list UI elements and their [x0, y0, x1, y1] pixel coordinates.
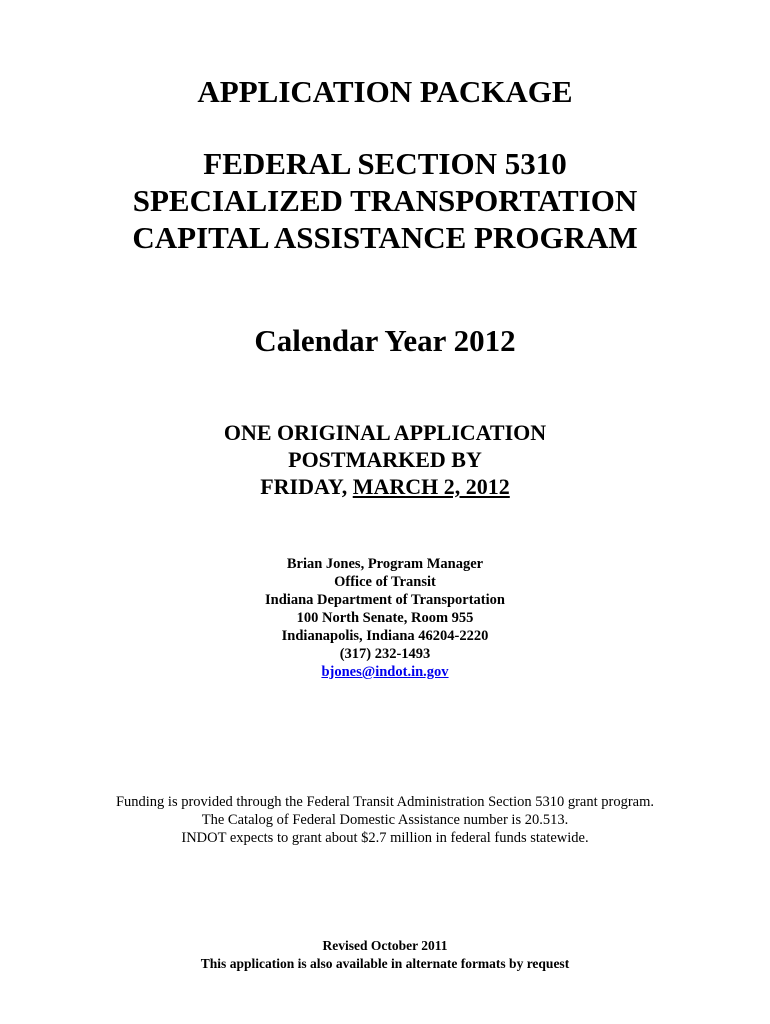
deadline-day: FRIDAY, [260, 474, 348, 499]
deadline-line-1: ONE ORIGINAL APPLICATION [223, 420, 547, 445]
revised-date: Revised October 2011 [322, 938, 448, 953]
program-title-line-3: CAPITAL ASSISTANCE PROGRAM [132, 220, 638, 255]
alternate-formats-note: This application is also available in alternate formats by request [200, 956, 570, 971]
funding-line-1: Funding is provided through the Federal Transit Administration Section 5310 grant program. [115, 794, 655, 810]
deadline-date: MARCH 2, 2012 [352, 474, 510, 499]
deadline-line-3 [0, 474, 770, 500]
contact-email-link[interactable]: bjones@indot.in.gov [321, 664, 449, 680]
program-title-line-2: SPECIALIZED TRANSPORTATION [132, 183, 638, 218]
contact-email-line [0, 664, 770, 681]
contact-office: Office of Transit [334, 574, 436, 590]
funding-line-3: INDOT expects to grant about $2.7 million in federal funds statewide. [181, 830, 589, 846]
contact-department: Indiana Department of Transportation [265, 592, 505, 608]
contact-street: 100 North Senate, Room 955 [296, 610, 474, 626]
deadline-line-2: POSTMARKED BY [288, 447, 482, 472]
calendar-year: Calendar Year 2012 [254, 323, 516, 358]
contact-name-title: Brian Jones, Program Manager [286, 556, 484, 572]
contact-phone: (317) 232-1493 [339, 646, 431, 662]
document-title: APPLICATION PACKAGE [197, 74, 573, 109]
program-title-line-1: FEDERAL SECTION 5310 [203, 146, 567, 181]
contact-city-state-zip: Indianapolis, Indiana 46204-2220 [281, 628, 489, 644]
funding-line-2: The Catalog of Federal Domestic Assistance number is 20.513. [201, 812, 569, 828]
